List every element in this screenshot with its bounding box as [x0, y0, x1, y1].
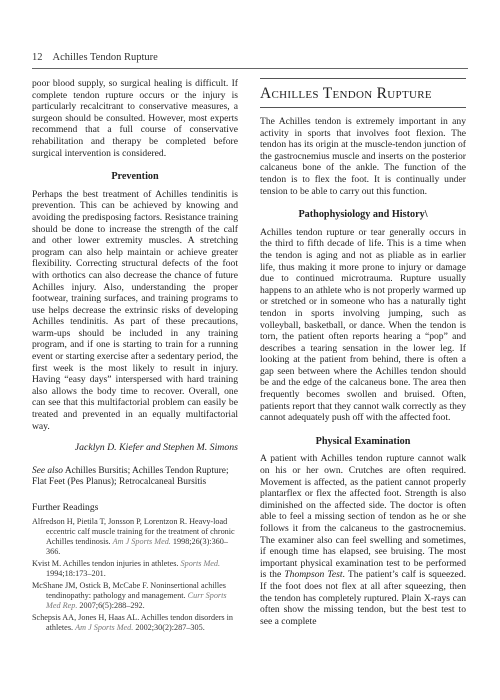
reference-item: Kvist M. Achilles tendon injuries in athletes. Sports Med. 1994;18:173–201. [32, 559, 221, 579]
left-column [32, 78, 238, 635]
right-column [260, 78, 466, 627]
see-also-lead: See also [32, 465, 63, 476]
running-header [32, 52, 468, 63]
running-title: Achilles Tendon Rupture [52, 52, 158, 63]
title-top-rule [260, 78, 466, 79]
reference-item: Schepsis AA, Jones H, Haas AL. Achilles tendon disorders in athletes. Am J Sports Med. 2002;30(2):287–305. [32, 613, 234, 633]
prevention-heading: Prevention [111, 171, 159, 183]
prevention-paragraph: Perhaps the best treatment of Achilles tendinitis is prevention. This can be achieved by knowing and avoiding the predisposing factors. Resistance training should be done to increase the strength of the calf and other lower extremity muscles. A stretching program can also help maintain or achieve greater flexibility. Correcting structural defects of the foot with orthotics can also decrease the chance of future Achilles injury. Also, understanding the proper footwear, training surfaces, and training programs to use helps decrease the extrinsic risks of developing Achilles tendinitis. As part of these precautions, warm-ups should be included in any training program, and if one is starting to train for a running event or starting exercise after a sedentary period, the first week is the most likely to result in injury. Having “easy days” interspersed with hard training also allows the body time to recover. Overall, one can see that this multifactorial problem can easily be treated and prevented in an equally multifactorial way. [32, 188, 238, 432]
page-number: 12 [32, 52, 43, 63]
further-readings-heading: Further Readings [32, 501, 99, 513]
reference-item: Alfredson H, Pietila T, Jonsson P, Lorentzon R. Heavy-load eccentric calf muscle training for the treatment of chronic Achilles tendinosis. Am J Sports Med. 1998;26(3):360–366. [32, 517, 235, 557]
author-byline: Jacklyn D. Kiefer and Stephen M. Simons [74, 442, 238, 454]
see-also-text: Achilles Bursitis; Achilles Tendon Rupture; Flat Feet (Pes Planus); Retrocalcaneal Bursitis [32, 465, 229, 487]
pathophysiology-paragraph: Achilles tendon rupture or tear generally occurs in the third to fifth decade of life. This is a time when the tendon is aging and not as pliable as in earlier life, thus making it more prone to injury or damage due to continued microtrauma. Rupture usually happens to an athlete who is not properly warmed up or stretched or in someone who has a naturally tight tendon in sports involving jumping, such as volleyball, basketball, or dance. When the tendon is torn, the patient often reports hearing a “pop” and describes a tearing sensation in the lower leg. If looking at the patient from behind, there is often a gap seen between where the Achilles tendon should be and the edge of the calcaneus bone. The area then frequently becomes swollen and bruised. Often, patients report that they cannot walk correctly as they cannot adequately push off with the affected foot. [260, 226, 466, 424]
physical-exam-paragraph: A patient with Achilles tendon rupture cannot walk on his or her own. Crutches are often required. Movement is affected, as the patient cannot properly plantarflex or flex the affected foot. Strength is also diminished on the affected side. The doctor is often able to feel a missing section of tendon as he or she follows it from the calcaneus to the gastrocnemius. The examiner also can feel swelling and sometimes, if enough time has elapsed, see bruising. The most important physical examination test to be performed is the Thompson Test. The patient’s calf is squeezed. If the foot does not flex at all after squeezing, then the tendon has completely ruptured. Plain X-rays can often show the missing tendon, but the best test to see a complete [260, 453, 466, 627]
title-bottom-rule [260, 107, 466, 108]
article-title: Achilles Tendon Rupture [260, 85, 432, 102]
reference-item: McShane JM, Ostick B, McCabe F. Noninsertional achilles tendinopathy: pathology and management. Curr Sports Med Rep. 2007;6(5):288–292. [32, 581, 227, 611]
see-also [32, 466, 238, 488]
physical-exam-heading: Physical Examination [315, 435, 411, 447]
intro-paragraph: The Achilles tendon is extremely important in any activity in sports that involves foot flexion. The tendon has its origin at the muscle-tendon junction of the gastrocnemius muscle and inserts on the posterior calcaneus bone of the ankle. The function of the tendon is to flex the foot. It is continually under tension to be able to carry out this function. [260, 116, 466, 197]
pathophysiology-heading: Pathophysiology and History\ [298, 209, 428, 221]
thompson-test: Thompson Test [284, 569, 343, 581]
continued-paragraph: poor blood supply, so surgical healing is difficult. If complete tendon rupture occurs or the injury is particularly recalcitrant to conservative measures, a surgeon should be consulted. However, most experts recommend that a full course of conservative rehabilitation and therapy be completed before surgical intervention is considered. [32, 78, 238, 159]
header-rule [32, 68, 468, 69]
